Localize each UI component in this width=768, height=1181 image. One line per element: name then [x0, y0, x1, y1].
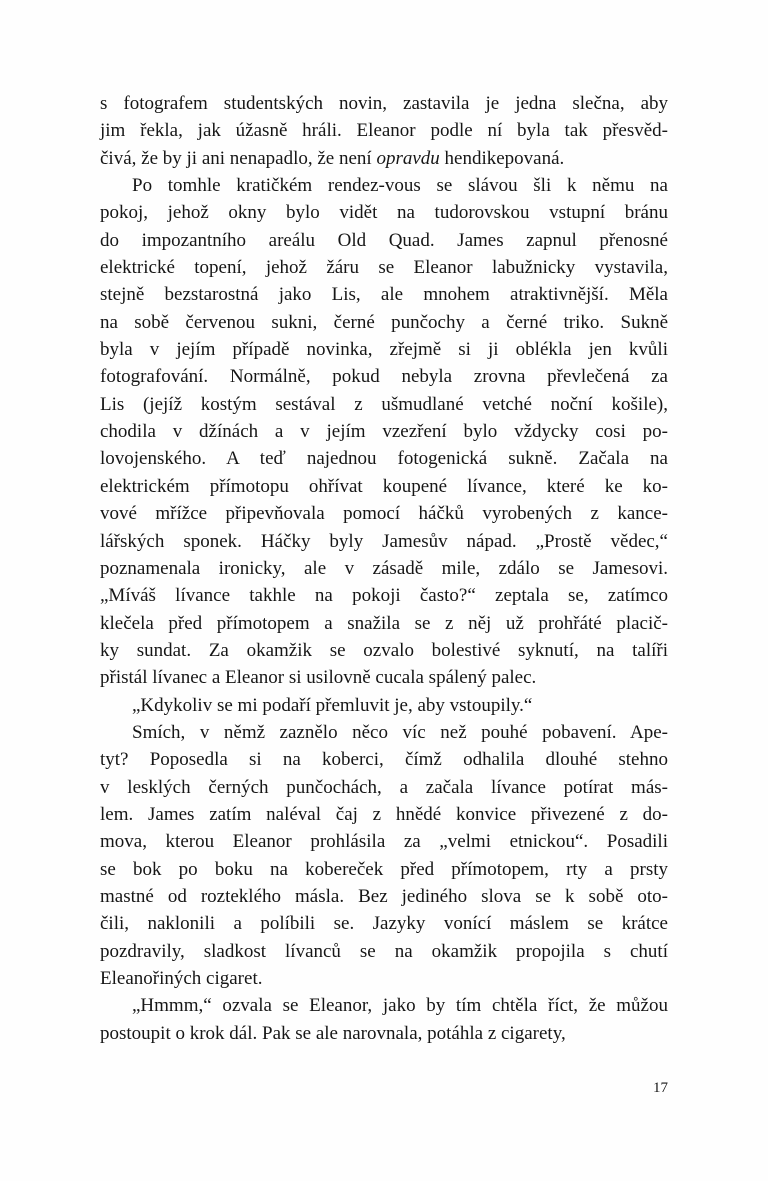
- text-column: [100, 90, 668, 1047]
- text-line: Smích, v němž zaznělo něco víc než pouhé pobavení. Ape-: [132, 721, 668, 743]
- text-line: pozdravily, sladkost lívanců se na okamžik propojila s chutí: [100, 940, 668, 962]
- text-line: přistál lívanec a Eleanor si usilovně cucala spálený palec.: [100, 667, 537, 689]
- text-line: „Kdykoliv se mi podaří přemluvit je, aby vstoupily.“: [132, 694, 533, 716]
- text-line: elektrické topení, jehož žáru se Eleanor labužnicky vystavila,: [100, 257, 668, 279]
- text-line: „Hmmm,“ ozvala se Eleanor, jako by tím chtěla říct, že můžou: [132, 995, 668, 1017]
- text-line: se bok po boku na kobereček před přímotopem, rty a prsty: [100, 858, 668, 880]
- text-line: na sobě červenou sukni, černé punčochy a černé triko. Sukně: [100, 311, 668, 333]
- text-line: [100, 145, 668, 172]
- text-line: elektrickém přímotopu ohřívat koupené lívance, které ke ko-: [100, 475, 668, 497]
- text-run: hendikepovaná.: [439, 147, 565, 169]
- text-line: s fotografem studentských novin, zastavila je jedna slečna, aby: [100, 93, 668, 114]
- text-line: lářských sponek. Háčky byly Jamesův nápad. „Prostě vědec,“: [100, 530, 668, 552]
- text-line: chodila v džínách a v jejím vzezření bylo vždycky cosi po-: [100, 421, 668, 443]
- text-line: mova, kterou Eleanor prohlásila za „velmi etnickou“. Posadili: [100, 831, 668, 853]
- paragraph: [100, 692, 668, 719]
- text-line: stejně bezstarostná jako Lis, ale mnohem atraktivnější. Měla: [100, 284, 668, 306]
- text-line: lem. James zatím naléval čaj z hnědé konvice přivezené z do-: [100, 803, 668, 825]
- text-line: fotografování. Normálně, pokud nebyla zrovna převlečená za: [100, 366, 668, 388]
- paragraph: [100, 172, 668, 692]
- text-line: lovojenského. A teď najednou fotogenická sukně. Začala na: [100, 448, 668, 470]
- paragraph: [100, 90, 668, 172]
- text-line: vové mřížce připevňovala pomocí háčků vyrobených z kance-: [100, 503, 668, 525]
- text-run: čivá, že by ji ani nenapadlo, že není: [100, 147, 377, 169]
- text-line: byla v jejím případě novinka, zřejmě si ji oblékla jen kvůli: [100, 339, 668, 361]
- text-line: jim řekla, jak úžasně hráli. Eleanor podle ní byla tak přesvěd-: [100, 120, 668, 142]
- text-line: v lesklých černých punčochách, a začala lívance potírat más-: [100, 776, 668, 798]
- text-line: Po tomhle kratičkém rendez-vous se slávou šli k němu na: [132, 175, 668, 197]
- text-run: opravdu: [376, 147, 440, 169]
- text-line: ky sundat. Za okamžik se ozvalo bolestivé syknutí, na talíři: [100, 639, 668, 661]
- text-line: poznamenala ironicky, ale v zásadě mile, zdálo se Jamesovi.: [100, 557, 668, 579]
- text-line: postoupit o krok dál. Pak se ale narovnala, potáhla z cigarety,: [100, 1022, 566, 1044]
- text-line: tyt? Poposedla si na koberci, čímž odhalila dlouhé stehno: [100, 749, 668, 771]
- paragraph: [100, 992, 668, 1047]
- text-line: Eleanořiných cigaret.: [100, 968, 263, 989]
- text-line: čili, naklonili a políbili se. Jazyky vonící máslem se krátce: [100, 913, 668, 935]
- text-line: pokoj, jehož okny bylo vidět na tudorovskou vstupní bránu: [100, 202, 668, 224]
- text-line: mastné od rozteklého másla. Bez jediného slova se k sobě oto-: [100, 885, 668, 907]
- page-number: 17: [653, 1080, 668, 1096]
- text-line: klečela před přímotopem a snažila se z něj už prohřáté placič-: [100, 612, 668, 634]
- text-line: Lis (jejíž kostým sestával z ušmudlané vetché noční košile),: [100, 393, 668, 415]
- text-line: „Míváš lívance takhle na pokoji často?“ zeptala se, zatímco: [100, 585, 668, 607]
- paragraph: [100, 719, 668, 992]
- text-line: do impozantního areálu Old Quad. James zapnul přenosné: [100, 229, 668, 251]
